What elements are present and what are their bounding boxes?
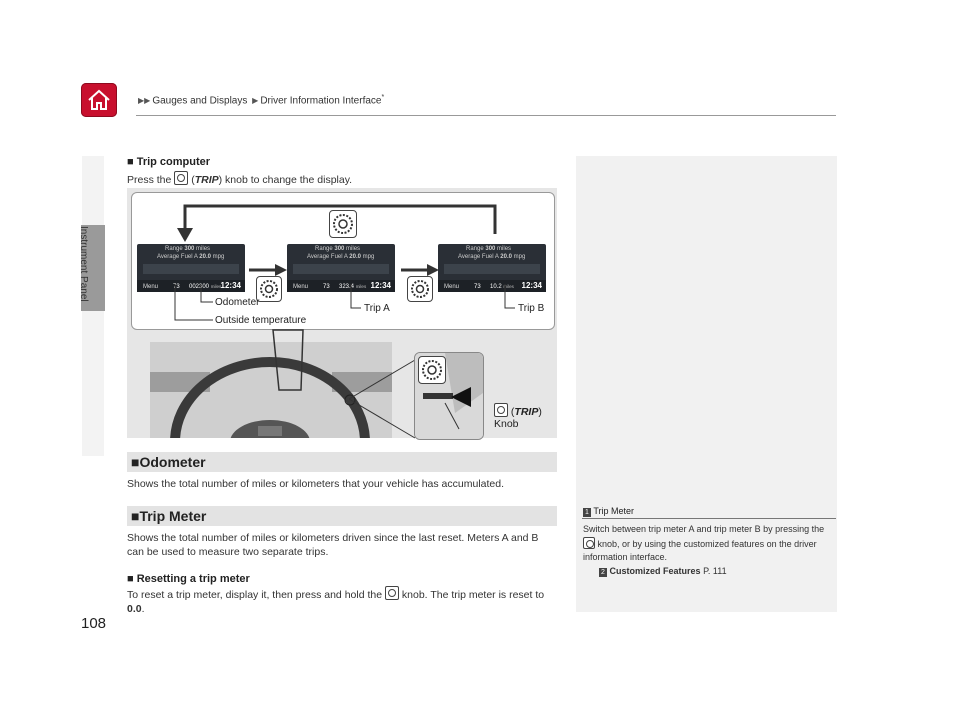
temp-value: 73 (323, 284, 330, 290)
home-icon (81, 83, 117, 117)
fuel-value: 20.0 (349, 254, 361, 260)
trip-meter-heading: ■Trip Meter (127, 506, 557, 526)
menu-label: Menu (444, 284, 460, 290)
fuel-unit: mpg (212, 254, 225, 260)
callout-lines (127, 300, 557, 440)
breadcrumb-arrow-icon: ▶ (252, 96, 259, 106)
range-value: 300 (184, 246, 195, 252)
asterisk: * (381, 94, 385, 101)
fuel-label: Average Fuel A (458, 254, 499, 260)
home-button[interactable] (81, 83, 117, 117)
label-outside-temp: Outside temperature (215, 315, 307, 326)
menu-label: Menu (143, 284, 159, 290)
note-heading (583, 506, 634, 517)
odo-value: 323.4 (339, 284, 355, 290)
range-unit: miles (497, 246, 512, 252)
label-odometer: Odometer (215, 297, 260, 308)
trip-knob-icon (494, 403, 508, 417)
reference-title: Customized Features (609, 565, 701, 576)
odo-value: 002300 (189, 284, 210, 290)
note-text: knob, or by using the customized features on the driver information interface. (583, 538, 817, 562)
fuel-unit: mpg (513, 254, 526, 260)
fuel-label: Average Fuel A (307, 254, 348, 260)
reset-heading: ■ Resetting a trip meter (127, 573, 250, 585)
breadcrumb-arrow-icon: ▶▶ (138, 96, 151, 106)
trip-computer-instruction (127, 171, 352, 187)
reset-end: . (141, 603, 145, 615)
menu-label: Menu (293, 284, 309, 290)
sidebar-label: Instrument Panel (78, 226, 89, 302)
range-label: Range (165, 246, 183, 252)
range-label: Range (466, 246, 484, 252)
trip-knob-icon (583, 537, 595, 549)
temp-value: 73 (474, 284, 481, 290)
odometer-body: Shows the total number of miles or kilometers that your vehicle has accumulated. (127, 478, 505, 490)
clock: 12:34 (521, 281, 542, 290)
trip-computer-heading: ■ Trip computer (127, 156, 211, 168)
instr-knob-name: TRIP (194, 174, 219, 186)
range-unit: miles (346, 246, 361, 252)
fuel-value: 20.0 (500, 254, 512, 260)
knob-trip-name: TRIP (514, 406, 539, 418)
reference-page: P. 111 (703, 565, 727, 576)
reset-text: To reset a trip meter, display it, then press and hold the (127, 589, 383, 601)
note-text: Switch between trip meter A and trip meter B by pressing the (583, 524, 825, 534)
odo-unit: miles (210, 284, 222, 289)
breadcrumb-item[interactable]: Driver Information Interface (260, 95, 382, 107)
trip-knob-icon (385, 586, 399, 600)
breadcrumb (136, 94, 384, 106)
note-heading-text: Trip Meter (593, 506, 635, 516)
range-label: Range (315, 246, 333, 252)
knob-label (494, 403, 542, 430)
instr-text: Press the (127, 174, 172, 186)
page-number: 108 (81, 615, 107, 632)
reset-value: 0.0 (127, 603, 142, 615)
odo-unit: miles (355, 284, 367, 289)
trip-knob-icon (174, 171, 188, 185)
range-unit: miles (196, 246, 211, 252)
odo-unit: miles (503, 284, 514, 289)
reset-text: knob. The trip meter is reset to (401, 589, 545, 601)
knob-paren: ) (538, 406, 542, 418)
label-trip-a: Trip A (364, 303, 390, 314)
clock: 12:34 (370, 281, 391, 290)
range-value: 300 (334, 246, 345, 252)
cross-reference[interactable] (583, 566, 727, 576)
instr-paren: ( (191, 174, 195, 186)
header-divider (136, 115, 836, 116)
knob-paren: ( (510, 406, 515, 418)
note-divider (582, 518, 836, 519)
fuel-unit: mpg (362, 254, 375, 260)
breadcrumb-item[interactable]: Gauges and Displays (152, 95, 248, 107)
instr-text-end: ) knob to change the display. (218, 174, 353, 186)
knob-text: Knob (494, 418, 519, 430)
range-value: 300 (485, 246, 496, 252)
fuel-value: 20.0 (199, 254, 211, 260)
note-body (583, 523, 831, 578)
temp-value: 73 (173, 284, 180, 290)
odo-value: 10.2 (490, 284, 502, 290)
trip-knob-icon (418, 356, 446, 384)
trip-meter-body: Shows the total number of miles or kilometers driven since the last reset. Meters A and B can be used to measure two separate trips. (127, 532, 539, 558)
reference-icon: 2 (599, 568, 607, 577)
clock: 12:34 (220, 281, 241, 290)
note-icon: 1 (583, 508, 591, 517)
odometer-heading: ■Odometer (127, 452, 557, 472)
reset-body (127, 586, 557, 616)
label-trip-b: Trip B (518, 303, 545, 314)
fuel-label: Average Fuel A (157, 254, 198, 260)
